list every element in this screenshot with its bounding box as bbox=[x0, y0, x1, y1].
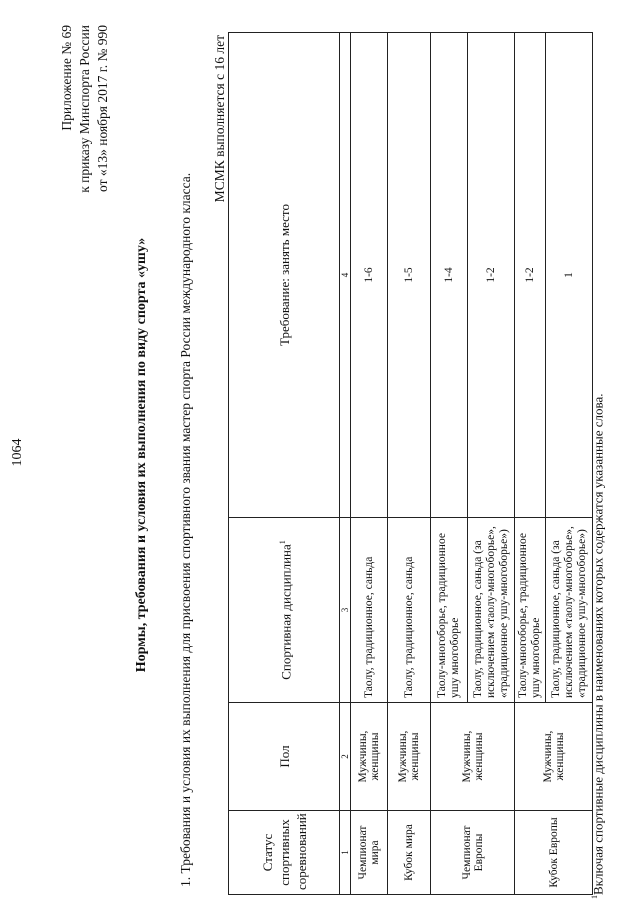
cell-gender: Мужчины, женщины bbox=[515, 703, 593, 811]
table-row bbox=[388, 33, 431, 895]
header-status: Статус спортивных соревнований bbox=[229, 811, 340, 895]
cell-status: Кубок Европы bbox=[515, 811, 593, 895]
cell-place: 1-6 bbox=[351, 33, 388, 518]
cell-discipline: Таолу-многоборье, традиционное ушу многоборье bbox=[431, 518, 468, 703]
cell-discipline: Таолу, традиционное, саньда bbox=[388, 518, 431, 703]
footnote-mark: 1 bbox=[590, 895, 599, 899]
header-requirement: Требование: занять место bbox=[229, 33, 340, 518]
cell-status: Чемпионат Европы bbox=[431, 811, 515, 895]
cell-gender: Мужчины, женщины bbox=[431, 703, 515, 811]
norms-table bbox=[228, 32, 593, 895]
table-row bbox=[431, 33, 468, 895]
table-header-row bbox=[229, 33, 340, 895]
footnote-text: Включая спортивные дисциплины в наименованиях которых содержатся указанные слова. bbox=[590, 393, 606, 895]
cell-gender: Мужчины, женщины bbox=[388, 703, 431, 811]
cell-discipline: Таолу, традиционное, саньда (за исключением «таолу-многоборье», «традиционное ушу-многоборье») bbox=[546, 518, 593, 703]
cell-discipline: Таолу-многоборье, традиционное ушу многоборье bbox=[515, 518, 546, 703]
document-title: Нормы, требования и условия их выполнения по виду спорта «ушу» bbox=[134, 237, 149, 673]
column-number: 1 bbox=[340, 811, 351, 895]
table-row bbox=[351, 33, 388, 895]
footnote-marker: 1 bbox=[277, 540, 287, 545]
cell-place: 1-2 bbox=[468, 33, 515, 518]
appendix-header bbox=[58, 25, 112, 305]
age-requirement-note: МСМК выполняется с 16 лет bbox=[212, 35, 227, 203]
cell-place: 1 bbox=[546, 33, 593, 518]
header-gender: Пол bbox=[229, 703, 340, 811]
appendix-order-ref: к приказу Минспорта России bbox=[77, 25, 92, 193]
cell-place: 1-4 bbox=[431, 33, 468, 518]
column-number: 4 bbox=[340, 33, 351, 518]
column-number: 3 bbox=[340, 518, 351, 703]
cell-discipline: Таолу, традиционное, саньда bbox=[351, 518, 388, 703]
cell-status: Чемпионат мира bbox=[351, 811, 388, 895]
cell-gender: Мужчины, женщины bbox=[351, 703, 388, 811]
cell-discipline: Таолу, традиционное, саньда (за исключением «таолу-многоборье», «традиционное ушу-многоборье») bbox=[468, 518, 515, 703]
table-row bbox=[515, 33, 546, 895]
cell-place: 1-5 bbox=[388, 33, 431, 518]
cell-status: Кубок мира bbox=[388, 811, 431, 895]
cell-place: 1-2 bbox=[515, 33, 546, 518]
page-number: 1064 bbox=[10, 438, 25, 467]
appendix-number: Приложение № 69 bbox=[59, 25, 74, 131]
header-discipline bbox=[229, 518, 340, 703]
section-heading: 1. Требования и условия их выполнения для присвоения спортивного звания мастер спорта России международного класса. bbox=[178, 172, 193, 887]
header-discipline-label: Спортивная дисциплина bbox=[278, 544, 294, 680]
column-number-row bbox=[340, 33, 351, 895]
column-number: 2 bbox=[340, 703, 351, 811]
footnote bbox=[590, 39, 606, 899]
appendix-order-date: от «13» ноября 2017 г. № 990 bbox=[95, 25, 110, 192]
